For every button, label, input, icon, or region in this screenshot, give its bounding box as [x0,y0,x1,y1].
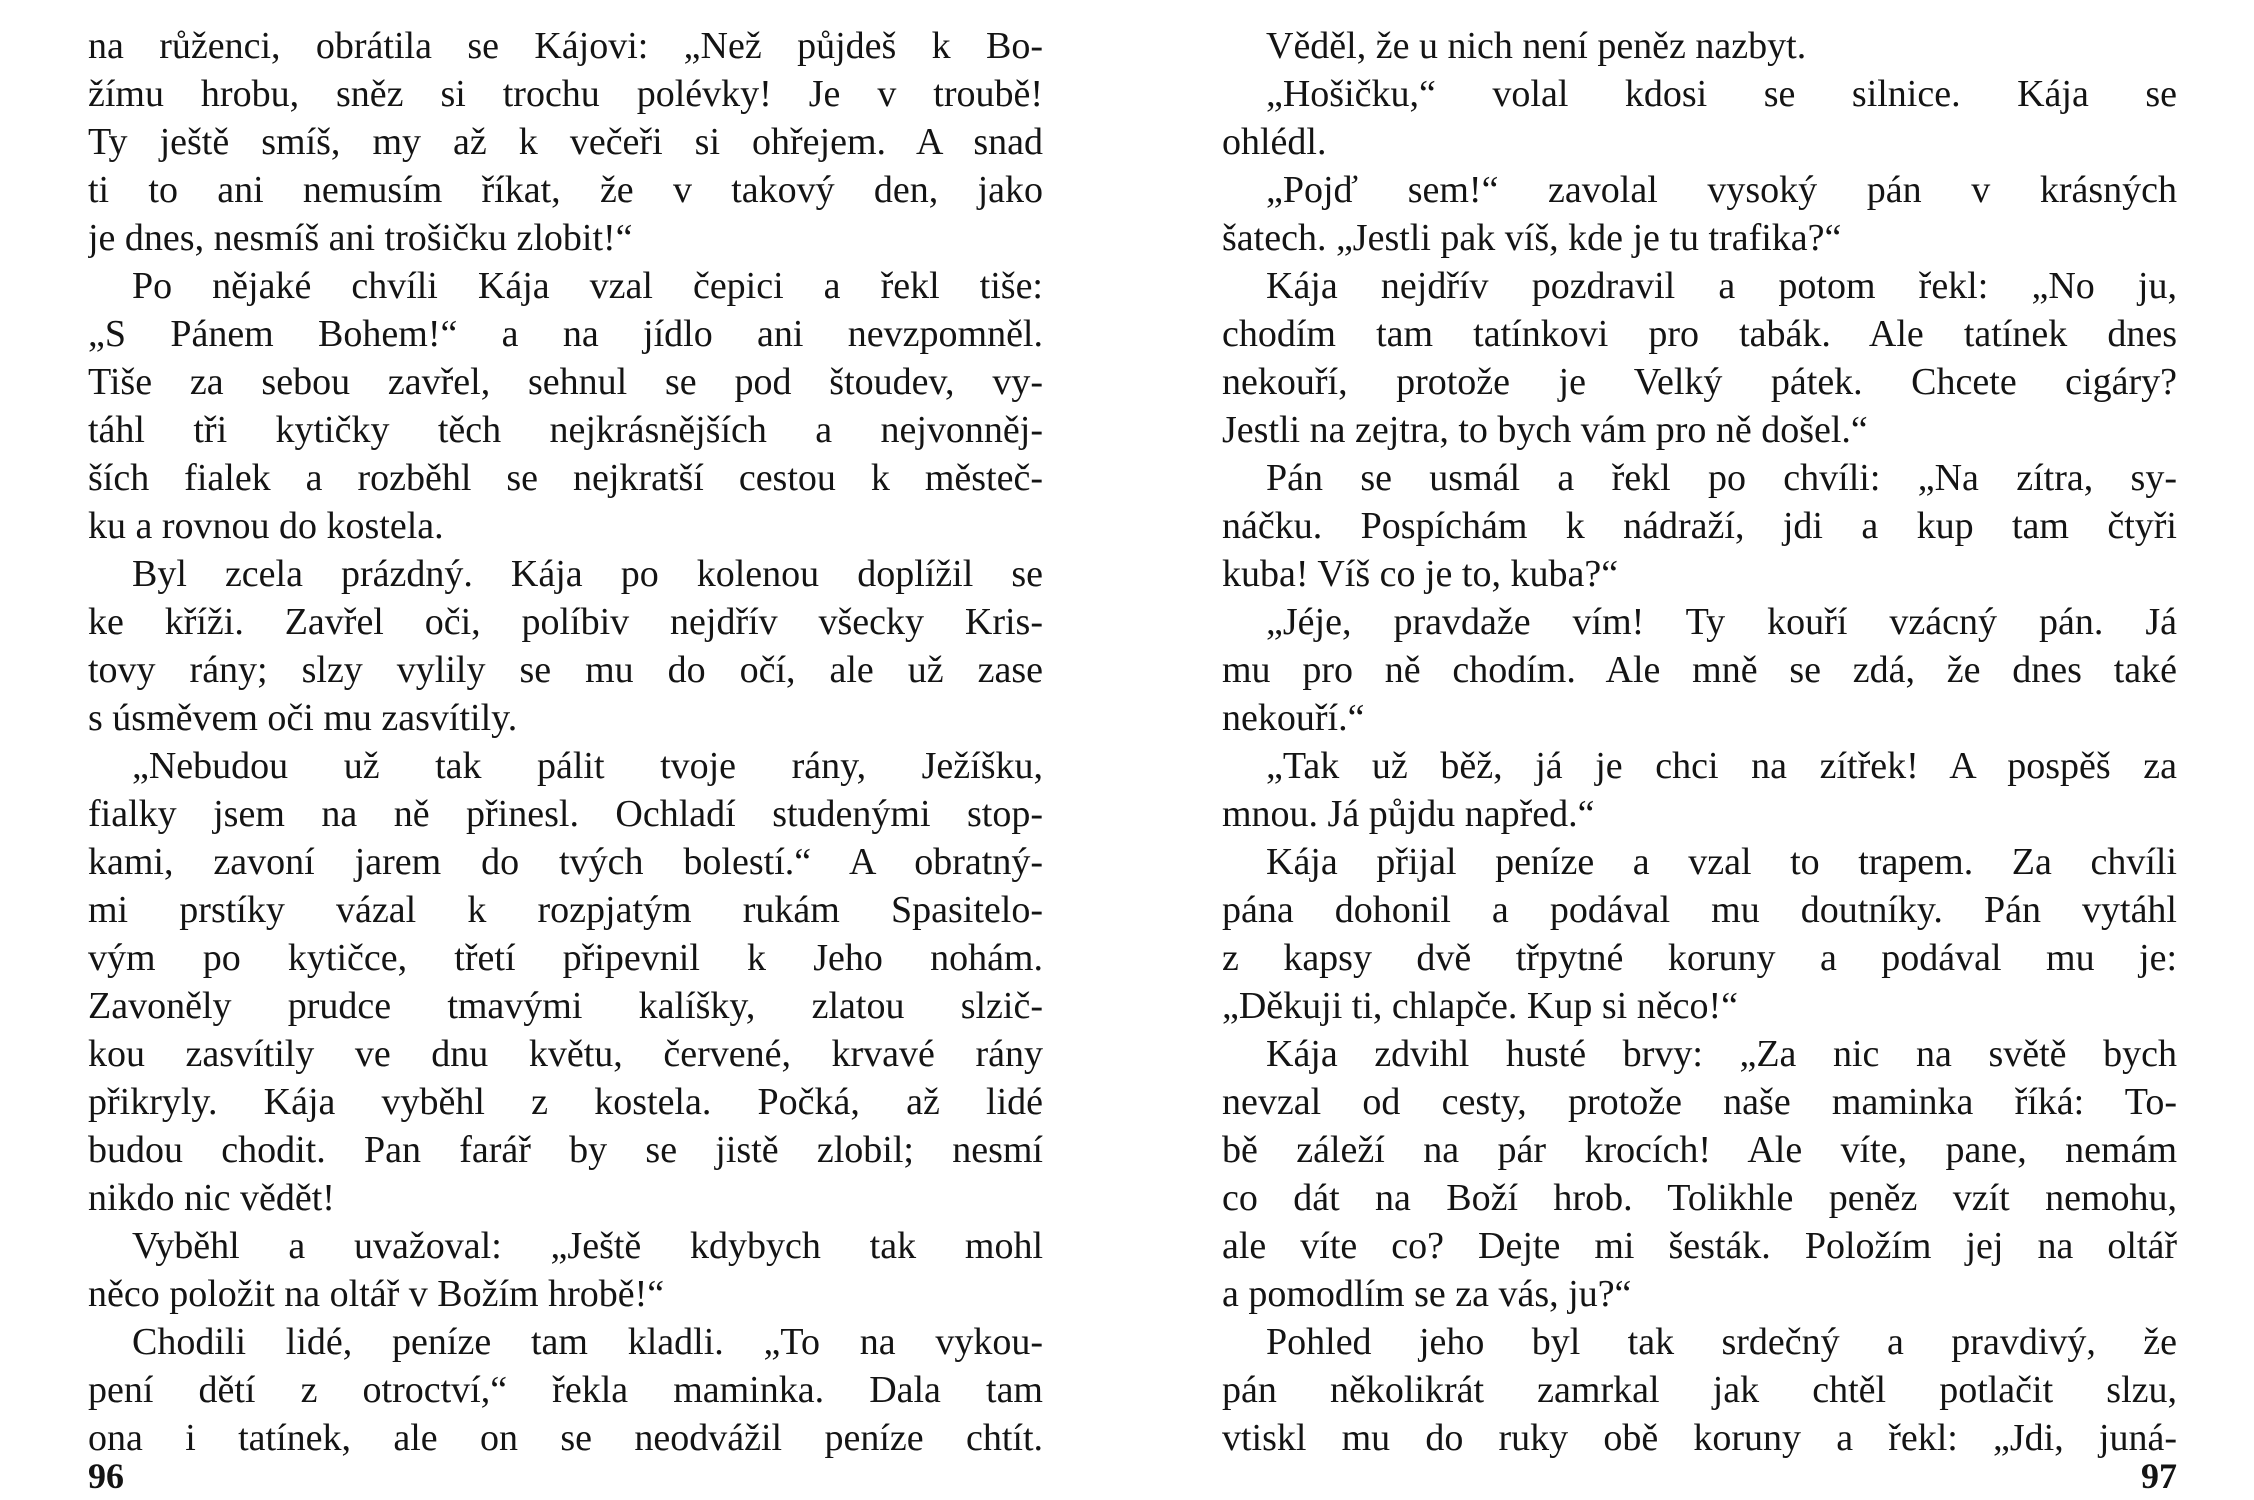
left-page-number: 96 [88,1456,124,1496]
text-line: pení dětí z otroctví,“ řekla maminka. Dala tam [88,1369,1043,1411]
text-line: táhl tři kytičky těch nejkrásnějších a nejvonněj- [88,409,1043,451]
text-line: šatech. „Jestli pak víš, kde je tu trafika?“ [1222,217,1842,259]
right-page [1222,22,2177,1496]
left-page-text [88,22,1043,1462]
text-line: „S Pánem Bohem!“ a na jídlo ani nevzpomněl. [88,313,1043,355]
text-line: Jestli na zejtra, to bych vám pro ně došel.“ [1222,409,1868,451]
text-line: Kája přijal peníze a vzal to trapem. Za chvíli [1266,841,2177,883]
text-line: Věděl, že u nich není peněz nazbyt. [1266,25,1807,67]
left-page [88,22,1043,1496]
text-line: ohlédl. [1222,121,1327,163]
text-line: co dát na Boží hrob. Tolikhle peněz vzít nemohu, [1222,1177,2177,1219]
text-line: ti to ani nemusím říkat, že v takový den, jako [88,169,1043,211]
text-line: je dnes, nesmíš ani trošičku zlobit!“ [88,217,633,259]
text-line: „Pojď sem!“ zavolal vysoký pán v krásných [1266,169,2177,211]
text-line: Byl zcela prázdný. Kája po kolenou doplížil se [132,553,1043,595]
text-line: „Tak už běž, já je chci na zítřek! A pospěš za [1266,745,2177,787]
text-line: nevzal od cesty, protože naše maminka říká: To- [1222,1081,2177,1123]
text-line: fialky jsem na ně přinesl. Ochladí studenými stop- [88,793,1043,835]
text-line: chodím tam tatínkovi pro tabák. Ale tatínek dnes [1222,313,2177,355]
text-line: bě záleží na pár krocích! Ale víte, pane, nemám [1222,1129,2177,1171]
text-line: pána dohonil a podával mu doutníky. Pán vytáhl [1222,889,2177,931]
text-line: něco položit na oltář v Božím hrobě!“ [88,1273,665,1315]
text-line: „Hošičku,“ volal kdosi se silnice. Kája se [1266,73,2177,115]
text-line: kuba! Víš co je to, kuba?“ [1222,553,1619,595]
text-line: s úsměvem oči mu zasvítily. [88,697,518,739]
text-line: „Děkuji ti, chlapče. Kup si něco!“ [1222,985,1738,1027]
text-line: tovy rány; slzy vylily se mu do očí, ale už zase [88,649,1043,691]
text-line: a pomodlím se za vás, ju?“ [1222,1273,1632,1315]
text-line: Kája zdvihl husté brvy: „Za nic na světě bych [1266,1033,2177,1075]
text-line: kou zasvítily ve dnu květu, červené, krvavé rány [88,1033,1043,1075]
text-line: kami, zavoní jarem do tvých bolestí.“ A obratný- [88,841,1043,883]
text-line: ku a rovnou do kostela. [88,505,444,547]
text-line: na růženci, obrátila se Kájovi: „Než půjdeš k Bo- [88,25,1043,67]
text-line: Pohled jeho byl tak srdečný a pravdivý, že [1266,1321,2177,1363]
text-line: ších fialek a rozběhl se nejkratší cestou k městeč- [88,457,1043,499]
text-line: budou chodit. Pan farář by se jistě zlobil; nesmí [88,1129,1043,1171]
text-line: mi prstíky vázal k rozpjatým rukám Spasitelo- [88,889,1043,931]
text-line: vým po kytičce, třetí připevnil k Jeho nohám. [88,937,1043,979]
text-line: „Jéje, pravdaže vím! Ty kouří vzácný pán. Já [1266,601,2177,643]
text-line: Po nějaké chvíli Kája vzal čepici a řekl tiše: [132,265,1043,307]
text-line: přikryly. Kája vyběhl z kostela. Počká, až lidé [88,1081,1043,1123]
text-line: ke kříži. Zavřel oči, políbiv nejdřív všecky Kris- [88,601,1043,643]
text-line: Ty ještě smíš, my až k večeři si ohřejem. A snad [88,121,1043,163]
text-line: Pán se usmál a řekl po chvíli: „Na zítra, sy- [1266,457,2177,499]
text-line: Chodili lidé, peníze tam kladli. „To na vykou- [132,1321,1043,1363]
text-line: Zavoněly prudce tmavými kalíšky, zlatou slzič- [88,985,1043,1027]
text-line: nekouří.“ [1222,697,1365,739]
text-line: „Nebudou už tak pálit tvoje rány, Ježíšku, [132,745,1043,787]
text-line: Vyběhl a uvažoval: „Ještě kdybych tak mohl [132,1225,1043,1267]
text-line: Tiše za sebou zavřel, sehnul se pod štoudev, vy- [88,361,1043,403]
text-line: ona i tatínek, ale on se neodvážil peníze chtít. [88,1417,1043,1459]
right-page-number: 97 [2141,1456,2177,1496]
text-line: mu pro ně chodím. Ale mně se zdá, že dnes také [1222,649,2177,691]
right-page-text [1222,22,2177,1462]
text-line: pán několikrát zamrkal jak chtěl potlačit slzu, [1222,1369,2177,1411]
text-line: náčku. Pospíchám k nádraží, jdi a kup tam čtyři [1222,505,2177,547]
text-line: z kapsy dvě třpytné koruny a podával mu je: [1222,937,2177,979]
text-line: vtiskl mu do ruky obě koruny a řekl: „Jdi, juná- [1222,1417,2177,1459]
text-line: mnou. Já půjdu napřed.“ [1222,793,1595,835]
text-line: ale víte co? Dejte mi šesták. Položím jej na oltář [1222,1225,2177,1267]
text-line: nikdo nic vědět! [88,1177,335,1219]
text-line: žímu hrobu, sněz si trochu polévky! Je v troubě! [88,73,1043,115]
text-line: nekouří, protože je Velký pátek. Chcete cigáry? [1222,361,2177,403]
text-line: Kája nejdřív pozdravil a potom řekl: „No ju, [1266,265,2177,307]
